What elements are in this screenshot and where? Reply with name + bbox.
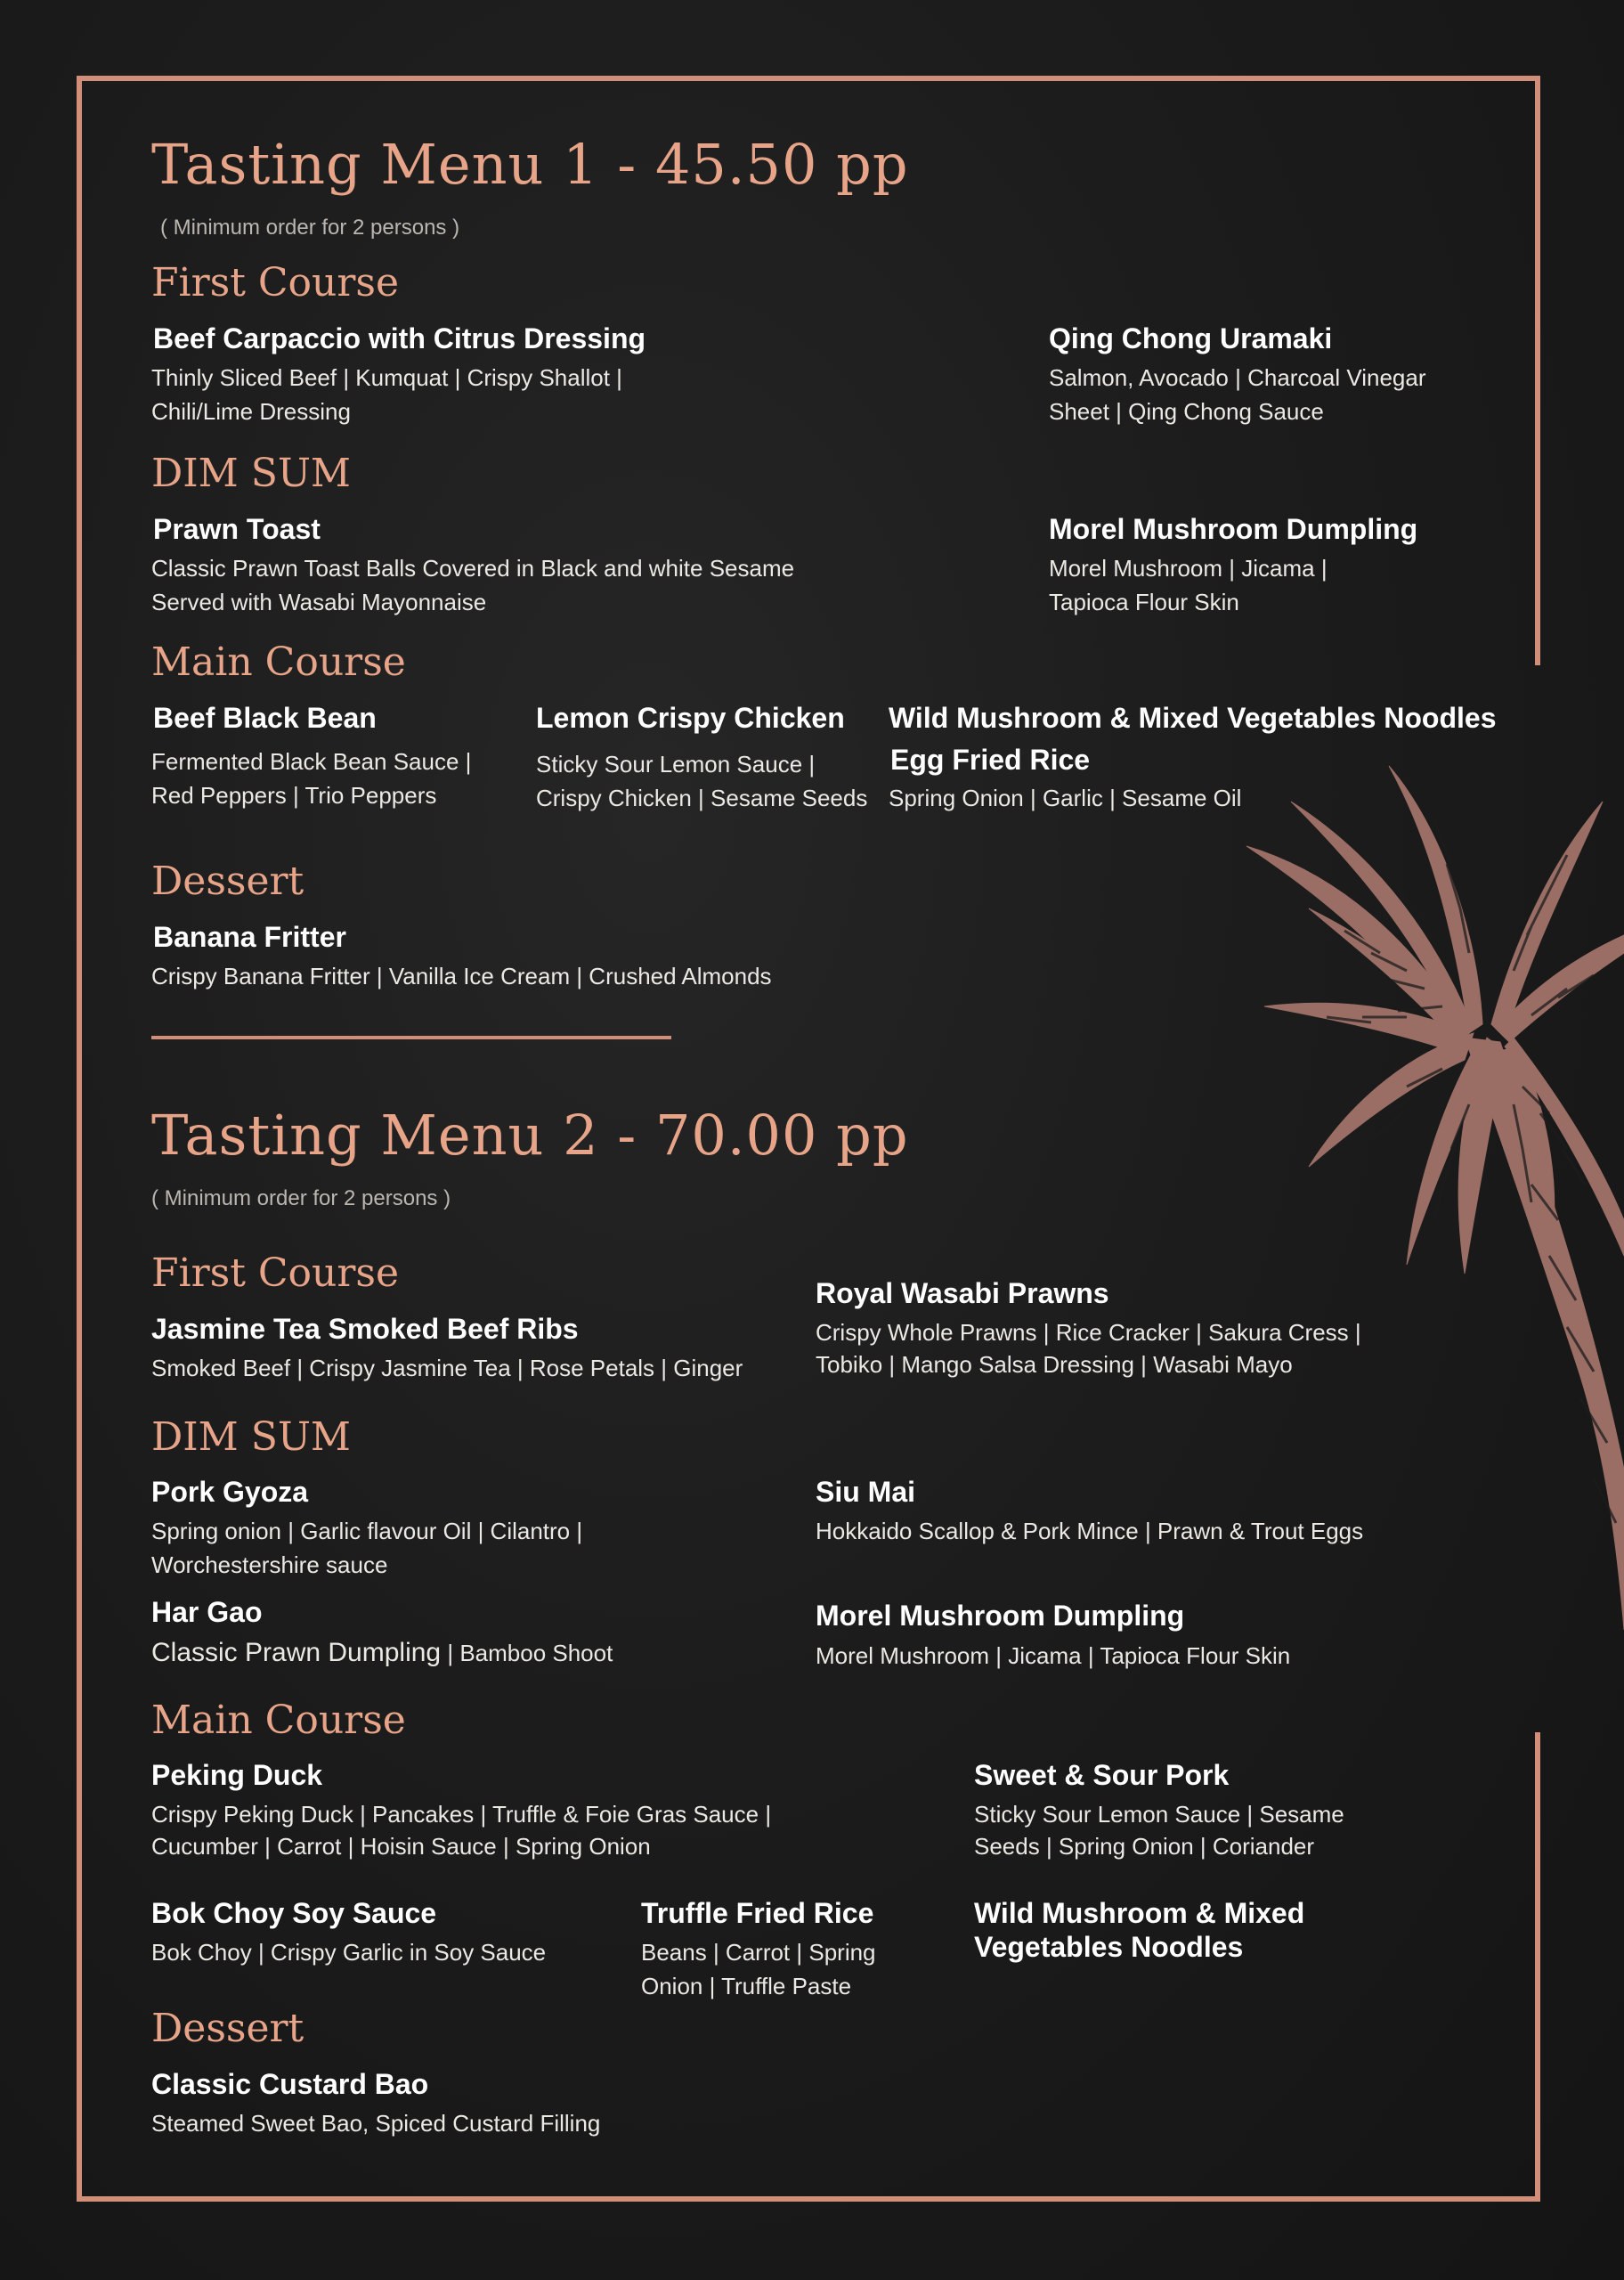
menu2-dish-desc: Beans | Carrot | Spring <box>641 1939 876 1966</box>
menu1-dish-desc: Morel Mushroom | Jicama | <box>1049 555 1328 582</box>
menu2-dim-sum-heading: DIM SUM <box>151 1414 351 1460</box>
menu1-dim-sum-heading: DIM SUM <box>151 451 351 496</box>
frame-right-border-upper <box>1535 76 1540 665</box>
menu1-title: Tasting Menu 1 - 45.50 pp <box>151 132 909 197</box>
menu1-dish-desc: Sticky Sour Lemon Sauce | <box>536 751 816 778</box>
menu2-dish-desc: Smoked Beef | Crispy Jasmine Tea | Rose Petals | Ginger <box>151 1355 743 1381</box>
menu2-dish-desc: Crispy Whole Prawns | Rice Cracker | Sakura Cress | <box>816 1319 1361 1346</box>
menu2-first-course-heading: First Course <box>151 1250 400 1296</box>
menu1-minimum-order-note: ( Minimum order for 2 persons ) <box>160 216 460 240</box>
menu2-dish-desc: Steamed Sweet Bao, Spiced Custard Filling <box>151 2110 601 2137</box>
menu2-dish-name: Truffle Fried Rice <box>641 1897 874 1929</box>
menu1-dessert-heading: Dessert <box>151 859 304 904</box>
menu2-dish-name: Royal Wasabi Prawns <box>816 1277 1109 1309</box>
menu2-dish-desc: Tobiko | Mango Salsa Dressing | Wasabi Mayo <box>816 1351 1293 1378</box>
menu1-dish-name: Qing Chong Uramaki <box>1049 322 1333 354</box>
menu1-dish-desc: Tapioca Flour Skin <box>1049 589 1239 615</box>
palm-tree-icon <box>1157 686 1624 1630</box>
menu2-dish-name: Wild Mushroom & Mixed <box>974 1897 1305 1929</box>
menu2-dish-desc: Seeds | Spring Onion | Coriander <box>974 1833 1315 1860</box>
menu2-dish-name: Classic Custard Bao <box>151 2068 429 2100</box>
menu2-dish-desc-rest: | Bamboo Shoot <box>447 1640 613 1666</box>
menu2-minimum-order-note: ( Minimum order for 2 persons ) <box>151 1186 451 1210</box>
menu2-dish-name: Morel Mushroom Dumpling <box>816 1600 1185 1632</box>
menu2-dish-name: Siu Mai <box>816 1476 916 1508</box>
menu1-dish-desc: Served with Wasabi Mayonnaise <box>151 589 487 615</box>
menu1-dish-desc: Thinly Sliced Beef | Kumquat | Crispy Shallot | <box>151 364 622 391</box>
menu1-dish-name: Beef Carpaccio with Citrus Dressing <box>153 322 646 354</box>
menu1-dish-name: Banana Fritter <box>153 921 346 953</box>
menu2-dish-name: Jasmine Tea Smoked Beef Ribs <box>151 1313 579 1345</box>
frame-right-border-lower <box>1535 1732 1540 2202</box>
menu2-dish-desc: Bok Choy | Crispy Garlic in Soy Sauce <box>151 1939 547 1966</box>
menu2-dish-desc: Hokkaido Scallop & Pork Mince | Prawn & Trout Eggs <box>816 1518 1364 1544</box>
menu2-dish-name: Peking Duck <box>151 1759 323 1791</box>
menu2-dish-name: Har Gao <box>151 1596 263 1628</box>
menu1-main-course-heading: Main Course <box>151 639 406 685</box>
section-divider <box>151 1036 671 1039</box>
frame-left-border <box>77 76 82 2202</box>
menu1-dish-name: Egg Fried Rice <box>890 744 1091 776</box>
menu2-dish-name: Vegetables Noodles <box>974 1931 1244 1963</box>
menu2-dish-desc: Sticky Sour Lemon Sauce | Sesame <box>974 1801 1344 1828</box>
menu1-dish-desc: Red Peppers | Trio Peppers <box>151 782 437 809</box>
menu1-dish-desc: Sheet | Qing Chong Sauce <box>1049 398 1324 425</box>
menu2-dish-desc: Cucumber | Carrot | Hoisin Sauce | Spring Onion <box>151 1833 651 1860</box>
menu1-dish-desc: Chili/Lime Dressing <box>151 398 351 425</box>
menu2-dish-name: Pork Gyoza <box>151 1476 309 1508</box>
menu1-dish-name: Wild Mushroom & Mixed Vegetables Noodles <box>889 702 1497 734</box>
menu1-dish-desc: Classic Prawn Toast Balls Covered in Black and white Sesame <box>151 555 795 582</box>
menu1-dish-desc: Fermented Black Bean Sauce | <box>151 748 472 775</box>
menu2-dish-name: Bok Choy Soy Sauce <box>151 1897 437 1929</box>
menu1-first-course-heading: First Course <box>151 260 400 305</box>
menu2-dish-desc: Worchestershire sauce <box>151 1551 388 1578</box>
menu1-dish-name: Prawn Toast <box>153 513 321 545</box>
menu1-dish-name: Beef Black Bean <box>153 702 377 734</box>
frame-bottom-border <box>77 2196 1540 2202</box>
menu1-dish-name: Morel Mushroom Dumpling <box>1049 513 1418 545</box>
menu2-dish-desc: Spring onion | Garlic flavour Oil | Cilantro | <box>151 1518 583 1544</box>
menu1-dish-desc: Crispy Banana Fritter | Vanilla Ice Cream | Crushed Almonds <box>151 963 772 989</box>
frame-top-border <box>77 76 1540 81</box>
menu2-main-course-heading: Main Course <box>151 1698 406 1743</box>
menu2-dish-desc: Morel Mushroom | Jicama | Tapioca Flour Skin <box>816 1642 1291 1669</box>
menu1-dish-desc: Salmon, Avocado | Charcoal Vinegar <box>1049 364 1426 391</box>
menu2-dish-desc: Onion | Truffle Paste <box>641 1973 852 1999</box>
menu2-dish-name: Sweet & Sour Pork <box>974 1759 1230 1791</box>
menu2-dish-desc: Crispy Peking Duck | Pancakes | Truffle & Foie Gras Sauce | <box>151 1801 772 1828</box>
menu1-dish-desc: Crispy Chicken | Sesame Seeds <box>536 785 868 811</box>
menu1-dish-name: Lemon Crispy Chicken <box>536 702 845 734</box>
menu2-dish-desc-lead: Classic Prawn Dumpling <box>151 1638 442 1667</box>
menu2-dessert-heading: Dessert <box>151 2006 304 2051</box>
menu2-title: Tasting Menu 2 - 70.00 pp <box>151 1103 909 1168</box>
menu1-dish-desc: Spring Onion | Garlic | Sesame Oil <box>889 785 1242 811</box>
menu2-dish-desc <box>151 1636 613 1670</box>
